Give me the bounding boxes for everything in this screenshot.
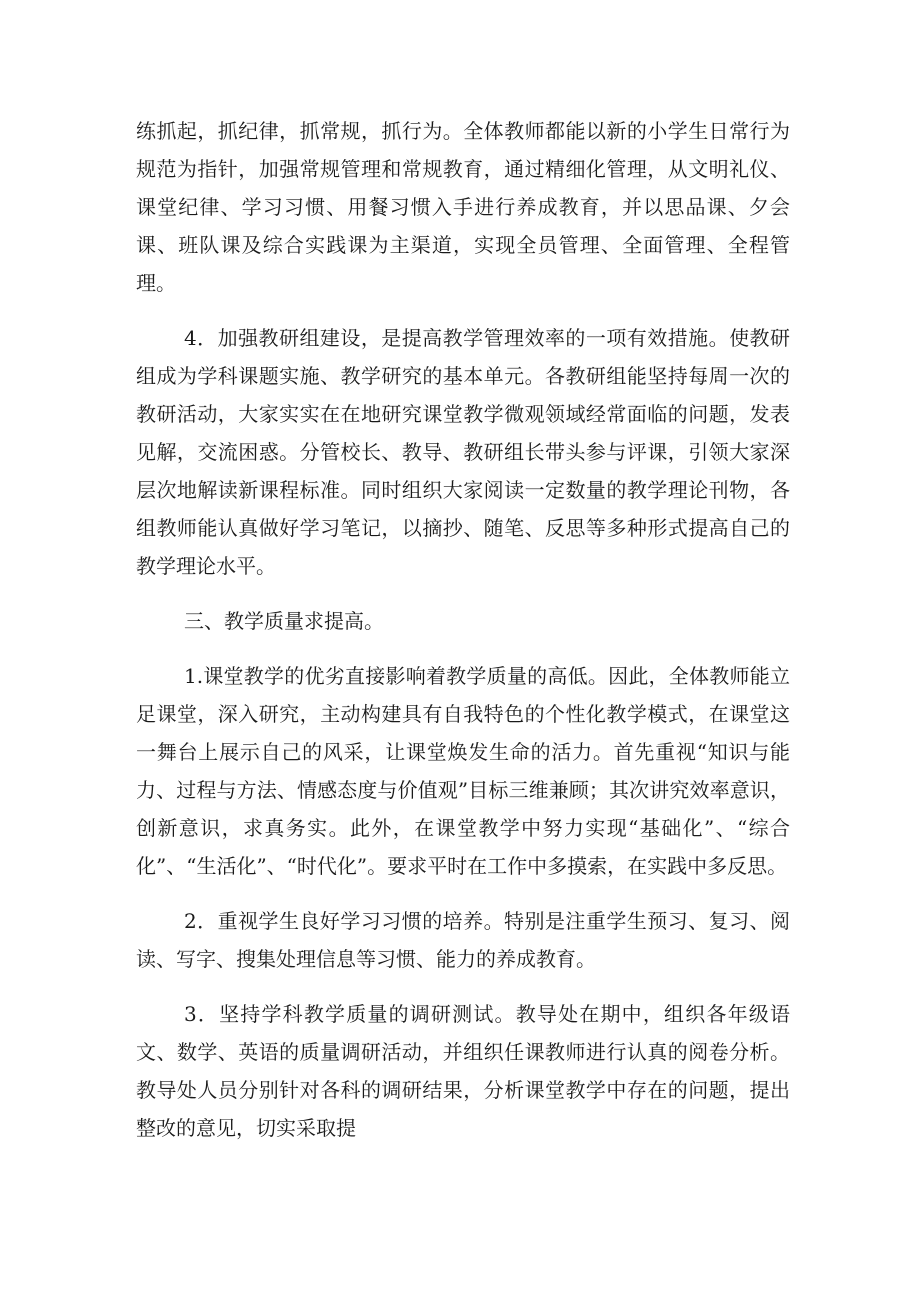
paragraph-teaching-research-group: 4．加强教研组建设，是提高教学管理效率的一项有效措施。使教研组成为学科课题实施、教学研究的基本单元。各教研组能坚持每周一次的教研活动，大家实实在在地研究课堂教学微观领域经常面临的问题，发表见解，交流困惑。分管校长、教导、教研组长带头参与评课，引领大家深层次地解读新课程标准。同时组织大家阅读一定数量的教学理论刊物，各组教师能认真做好学习笔记，以摘抄、随笔、反思等多种形式提高自己的教学理论水平。 [136, 326, 790, 578]
document-body [136, 112, 790, 1164]
section-heading-teaching-quality: 三、教学质量求提高。 [184, 609, 384, 633]
paragraph-continuation: 练抓起，抓纪律，抓常规，抓行为。全体教师都能以新的小学生日常行为规范为指针，加强常规管理和常规教育，通过精细化管理，从文明礼仪、课堂纪律、学习习惯、用餐习惯入手进行养成教育，并以思品课、夕会课、班队课及综合实践课为主渠道，实现全员管理、全面管理、全程管理。 [136, 119, 790, 295]
paragraph-study-habits: 2．重视学生良好学习习惯的培养。特别是注重学生预习、复习、阅读、写字、搜集处理信息等习惯、能力的养成教育。 [136, 909, 790, 971]
paragraph-quality-survey: 3．坚持学科教学质量的调研测试。教导处在期中，组织各年级语文、数学、英语的质量调研活动，并组织任课教师进行认真的阅卷分析。教导处人员分别针对各科的调研结果，分析课堂教学中存在的问题，提出整改的意见，切实采取提 [136, 1002, 790, 1140]
paragraph-classroom-teaching: 1.课堂教学的优劣直接影响着教学质量的高低。因此，全体教师能立足课堂，深入研究，主动构建具有自我特色的个性化教学模式，在课堂这一舞台上展示自己的风采，让课堂焕发生命的活力。首先重视“知识与能力、过程与方法、情感态度与价值观”目标三维兼顾；其次讲究效率意识，创新意识，求真务实。此外，在课堂教学中努力实现“基础化”、“综合化”、“生活化”、“时代化”。要求平时在工作中多摸索，在实践中多反思。 [136, 664, 790, 878]
